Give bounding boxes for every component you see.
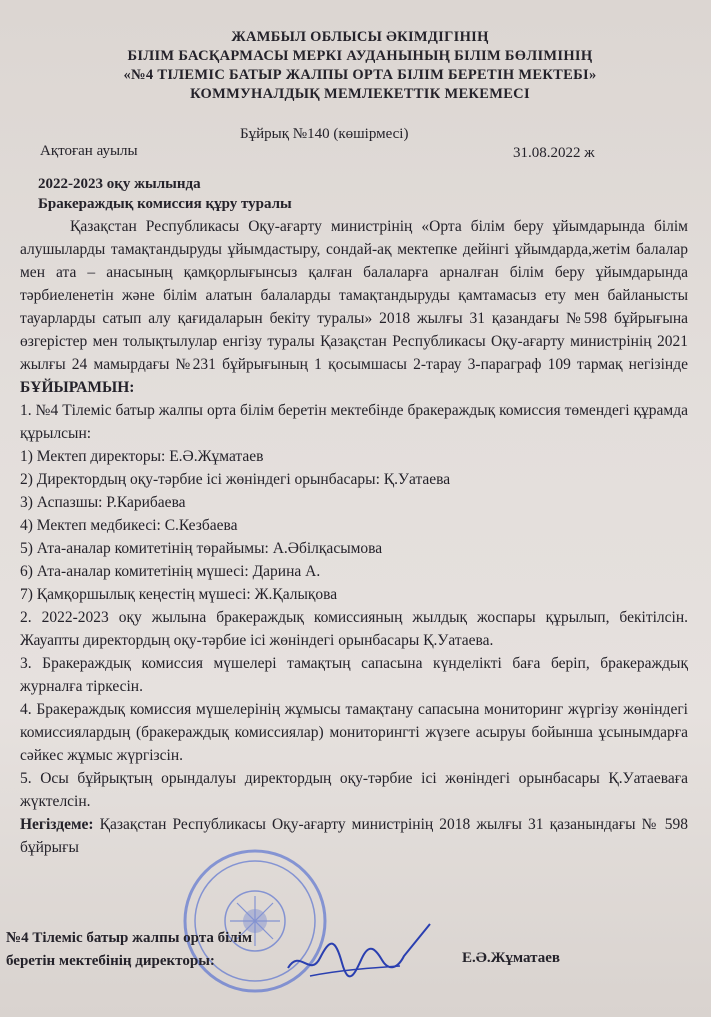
member-1: 1) Мектеп директоры: Е.Ә.Жұматаев — [20, 448, 264, 465]
preamble-text: Қазақстан Республикасы Оқу-ағарту министрінің «Орта білім беру ұйымдарында білім алушыларды тамақтандыруды ұйымдастыру, сондай-ақ мектепке дейінгі ұйымдарда,жетім балалар мен ата – анасының қамқорлығынсыз қалған балаларға арналған білім беру ұйымдарында тәрбиеленетін және білім алатын балаларды тамақтандыруды қамтамасыз ету мен байланысты тауарларды сатып алу қағидаларын бекіту туралы» 2018 жылғы 31 қазандағы №598 бұйрығына өзгерістер мен толықтылулар енгізу туралы Қазақстан Республикасы Оқу-ағарту министрінің 2021 жылғы 24 мамырдағы №231 бұйрығының 1 қосымшасы 2-тарау 3-параграф 109 тармақ негізінде — [20, 218, 688, 373]
member-5: 5) Ата-аналар комитетінің төрайымы: А.Әбілқасымова — [20, 540, 383, 557]
order-date: 31.08.2022 ж — [513, 145, 595, 161]
handwritten-signature-icon — [280, 918, 440, 988]
subject-line-1: 2022-2023 оқу жылында — [38, 176, 201, 192]
director-name: Е.Ә.Жұматаев — [462, 950, 560, 966]
member-3: 3) Аспазшы: Р.Карибаева — [20, 494, 186, 511]
basis-text: Қазақстан Республикасы Оқу-ағарту министрінің 2018 жылғы 31 қазанындағы № 598 бұйрығы — [20, 816, 688, 856]
order-word: БҰЙЫРАМЫН: — [20, 379, 135, 396]
signatory-line-2: беретін мектебінің директоры: — [6, 953, 215, 969]
item-1: 1. №4 Тілеміс батыр жалпы орта білім беретін мектебінде бракераждық комиссия төмендегі құрамда құрылсын: — [20, 402, 688, 442]
letterhead-line-4: КОММУНАЛДЫҚ МЕМЛЕКЕТТІК МЕКЕМЕСІ — [190, 86, 530, 102]
member-4: 4) Мектеп медбикесі: С.Кезбаева — [20, 517, 238, 534]
member-2: 2) Директордың оқу-тәрбие ісі жөніндегі орынбасары: Қ.Уатаева — [20, 471, 451, 488]
basis-label: Негіздеме: — [20, 816, 94, 833]
letterhead-line-2: БІЛІМ БАСҚАРМАСЫ МЕРКІ АУДАНЫНЫҢ БІЛІМ БӨЛІМІНІҢ — [127, 48, 593, 64]
item-5: 5. Осы бұйрықтың орындалуы директордың оқу-тәрбие ісі жөніндегі орынбасары Қ.Уатаеваға жүктелсін. — [20, 770, 688, 810]
item-4: 4. Бракераждық комиссия мүшелерінің жұмысы тамақтану сапасына мониторинг жүргізу жөніндегі комиссиялардың (бракераждық комиссиялар) мониторингті жүзеге асыруы бойынша ұсынымдарға сәйкес жұмыс жүргізсін. — [20, 701, 688, 764]
letterhead-line-1: ЖАМБЫЛ ОБЛЫСЫ ӘКІМДІГІНІҢ — [231, 29, 489, 45]
item-3: 3. Бракераждық комиссия мүшелері тамақтың сапасына күнделікті баға беріп, бракераждық журналға тіркесін. — [20, 655, 688, 695]
member-7: 7) Қамқоршылық кеңестің мүшесі: Ж.Қалықова — [20, 586, 338, 603]
order-title: Бұйрық №140 (көшірмесі) — [240, 126, 409, 142]
signatory-block — [6, 927, 252, 973]
member-6: 6) Ата-аналар комитетінің мүшесі: Дарина А. — [20, 563, 321, 580]
subject-line-2: Бракераждық комиссия құру туралы — [38, 196, 292, 212]
basis — [20, 813, 688, 859]
order-body — [20, 215, 688, 859]
village-name: Ақтоған ауылы — [40, 143, 138, 159]
item-2: 2. 2022-2023 оқу жылына бракераждық комиссияның жылдық жоспары құрылып, бекітілсін. Жауапты директордың оқу-тәрбие ісі жөніндегі орынбасары Қ.Уатаева. — [20, 609, 688, 649]
letterhead-line-3: «№4 ТІЛЕМІС БАТЫР ЖАЛПЫ ОРТА БІЛІМ БЕРЕТІН МЕКТЕБІ» — [123, 67, 597, 83]
signatory-line-1: №4 Тілеміс батыр жалпы орта білім — [6, 930, 253, 946]
preamble — [20, 215, 688, 399]
letterhead — [60, 28, 660, 104]
